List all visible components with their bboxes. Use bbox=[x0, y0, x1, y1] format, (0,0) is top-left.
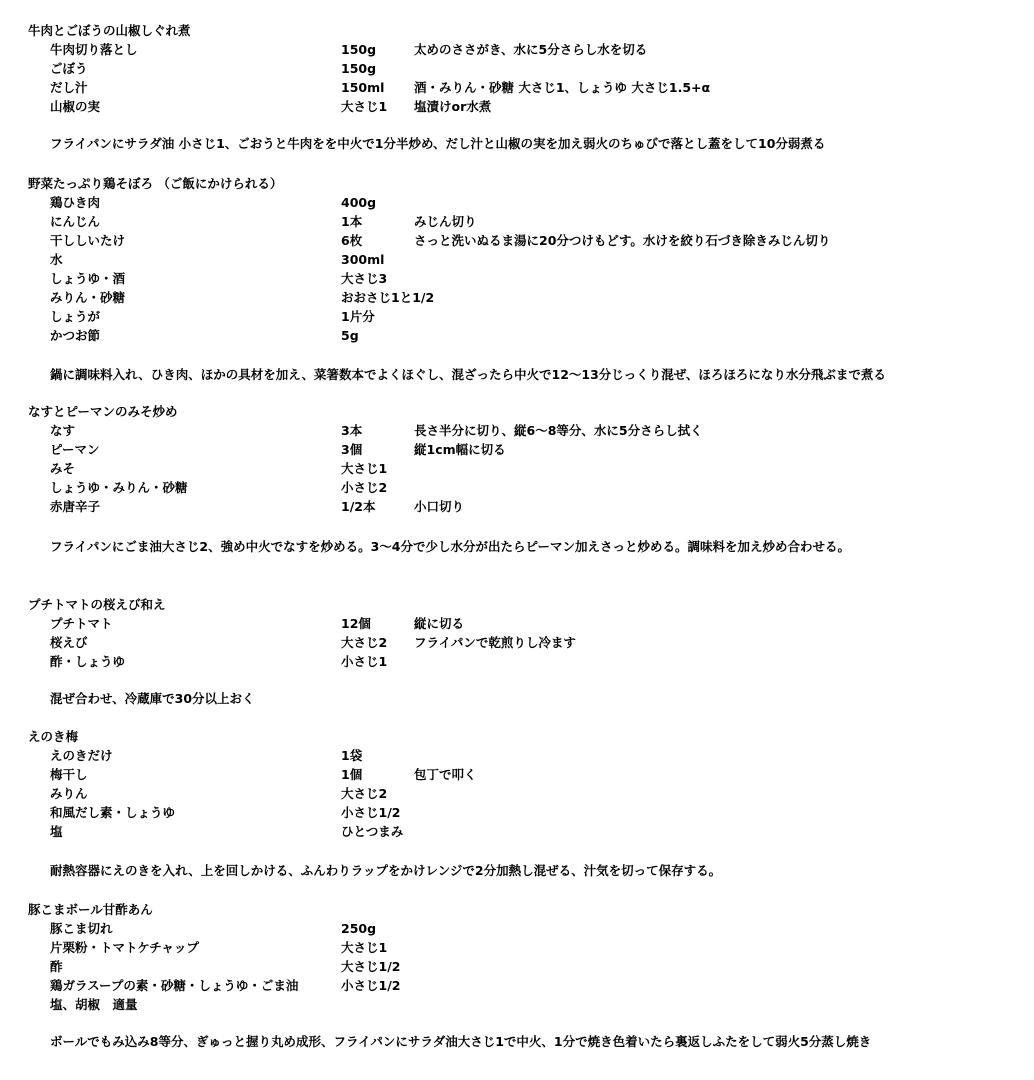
ingredient-name: 豚こま切れ bbox=[50, 921, 113, 936]
recipe-method: 鍋に調味料入れ、ひき肉、ほかの具材を加え、菜箸数本でよくほぐし、混ざったら中火で12～13分じっくり混ぜ、ほろほろになり水分飛ぶまで煮る bbox=[50, 367, 886, 382]
recipe-title: えのき梅 bbox=[28, 729, 79, 744]
ingredient-name: 梅干し bbox=[50, 767, 88, 782]
ingredient-amount: 300ml bbox=[341, 252, 385, 267]
ingredient-name: 塩 bbox=[50, 824, 63, 839]
ingredient-amount: 大さじ2 bbox=[341, 786, 388, 801]
ingredient-name: しょうが bbox=[50, 309, 101, 324]
ingredient-name: 赤唐辛子 bbox=[50, 499, 101, 514]
recipe-title: 豚こまボール甘酢あん bbox=[28, 902, 153, 917]
ingredient-amount: 1袋 bbox=[341, 748, 363, 763]
ingredient-note: みじん切り bbox=[414, 214, 477, 229]
ingredient-name: しょうゆ・酒 bbox=[50, 271, 126, 286]
ingredient-name: 酢 bbox=[50, 959, 63, 974]
ingredient-name: だし汁 bbox=[50, 80, 88, 95]
ingredient-amount: 小さじ1/2 bbox=[341, 978, 401, 993]
ingredient-note: 酒・みりん・砂糖 大さじ1、しょうゆ 大さじ1.5+α bbox=[414, 80, 711, 95]
ingredient-amount: 150ml bbox=[341, 80, 385, 95]
ingredient-note: 塩漬けor水煮 bbox=[414, 99, 492, 114]
recipe-title: なすとピーマンのみそ炒め bbox=[28, 404, 178, 419]
ingredient-amount: 1個 bbox=[341, 767, 363, 782]
ingredient-note: 長さ半分に切り、縦6～8等分、水に5分さらし拭く bbox=[414, 423, 703, 438]
ingredient-amount: 小さじ1 bbox=[341, 654, 388, 669]
ingredient-amount: 大さじ2 bbox=[341, 635, 388, 650]
ingredient-name: えのきだけ bbox=[50, 748, 113, 763]
ingredient-note: フライパンで乾煎りし冷ます bbox=[414, 635, 576, 650]
ingredient-amount: おおさじ1と1/2 bbox=[341, 290, 435, 305]
ingredient-note: 縦1cm幅に切る bbox=[414, 442, 506, 457]
ingredient-note: さっと洗いぬるま湯に20分つけもどす。水けを絞り石づき除きみじん切り bbox=[414, 233, 831, 248]
ingredient-name: しょうゆ・みりん・砂糖 bbox=[50, 480, 188, 495]
recipe-method: ボールでもみ込み8等分、ぎゅっと握り丸め成形、フライパンにサラダ油大さじ1で中火、1分で焼き色着いたら裏返しふたをして弱火5分蒸し焼き bbox=[50, 1034, 872, 1049]
ingredient-amount: 大さじ1 bbox=[341, 99, 388, 114]
recipe-method: 耐熱容器にえのきを入れ、上を回しかける、ふんわりラップをかけレンジで2分加熱し混ぜる、汁気を切って保存する。 bbox=[50, 863, 722, 878]
ingredient-name: 牛肉切り落とし bbox=[50, 42, 138, 57]
ingredient-amount: 大さじ3 bbox=[341, 271, 388, 286]
ingredient-name: 片栗粉・トマトケチャップ bbox=[50, 940, 199, 955]
ingredient-name: みそ bbox=[50, 461, 76, 476]
ingredient-note: 太めのささがき、水に5分さらし水を切る bbox=[414, 42, 648, 57]
ingredient-name: 山椒の実 bbox=[50, 99, 101, 114]
ingredient-name: かつお節 bbox=[50, 328, 101, 343]
ingredient-name: 鶏ガラスープの素・砂糖・しょうゆ・ごま油 bbox=[50, 978, 299, 993]
recipe-method: フライパンにサラダ油 小さじ1、ごおうと牛肉をを中火で1分半炒め、だし汁と山椒の実を加え弱火のちゅびで落とし蓋をして10分弱煮る bbox=[50, 136, 826, 151]
ingredient-amount: 400g bbox=[341, 195, 377, 210]
recipe-title: 野菜たっぷり鶏そぼろ （ご飯にかけられる） bbox=[28, 176, 283, 191]
ingredient-amount: 大さじ1 bbox=[341, 940, 388, 955]
ingredient-amount: 6枚 bbox=[341, 233, 363, 248]
recipe-method: 混ぜ合わせ、冷蔵庫で30分以上おく bbox=[50, 691, 255, 706]
ingredient-amount: 大さじ1/2 bbox=[341, 959, 401, 974]
ingredient-amount: 3個 bbox=[341, 442, 363, 457]
ingredient-amount: 5g bbox=[341, 328, 359, 343]
ingredient-note: 縦に切る bbox=[414, 616, 465, 631]
recipe-title: 牛肉とごぼうの山椒しぐれ煮 bbox=[28, 23, 191, 38]
ingredient-amount: 150g bbox=[341, 42, 377, 57]
ingredient-amount: 250g bbox=[341, 921, 377, 936]
ingredient-amount: 小さじ2 bbox=[341, 480, 388, 495]
ingredient-name: にんじん bbox=[50, 214, 101, 229]
ingredient-name: 塩、胡椒 適量 bbox=[50, 997, 138, 1012]
ingredient-note: 小口切り bbox=[414, 499, 465, 514]
ingredient-name: 桜えび bbox=[50, 635, 88, 650]
ingredient-name: 干ししいたけ bbox=[50, 233, 126, 248]
ingredient-name: 酢・しょうゆ bbox=[50, 654, 126, 669]
ingredient-amount: 3本 bbox=[341, 423, 363, 438]
ingredient-amount: 大さじ1 bbox=[341, 461, 388, 476]
ingredient-name: 水 bbox=[50, 252, 63, 267]
ingredient-name: なす bbox=[50, 423, 76, 438]
ingredient-name: ピーマン bbox=[50, 442, 100, 457]
recipe-title: プチトマトの桜えび和え bbox=[28, 597, 166, 612]
ingredient-amount: 1片分 bbox=[341, 309, 375, 324]
ingredient-amount: 1/2本 bbox=[341, 499, 376, 514]
ingredient-name: 鶏ひき肉 bbox=[50, 195, 101, 210]
ingredient-name: みりん・砂糖 bbox=[50, 290, 126, 305]
ingredient-name: 和風だし素・しょうゆ bbox=[50, 805, 176, 820]
ingredient-name: プチトマト bbox=[50, 616, 113, 631]
ingredient-amount: ひとつまみ bbox=[341, 824, 404, 839]
ingredient-name: みりん bbox=[50, 786, 88, 801]
ingredient-amount: 1本 bbox=[341, 214, 363, 229]
ingredient-amount: 150g bbox=[341, 61, 377, 76]
ingredient-amount: 小さじ1/2 bbox=[341, 805, 401, 820]
recipe-method: フライパンにごま油大さじ2、強め中火でなすを炒める。3～4分で少し水分が出たらピーマン加えさっと炒める。調味料を加え炒め合わせる。 bbox=[50, 539, 850, 554]
ingredient-amount: 12個 bbox=[341, 616, 371, 631]
ingredient-name: ごぼう bbox=[50, 61, 88, 76]
ingredient-note: 包丁で叩く bbox=[414, 767, 477, 782]
